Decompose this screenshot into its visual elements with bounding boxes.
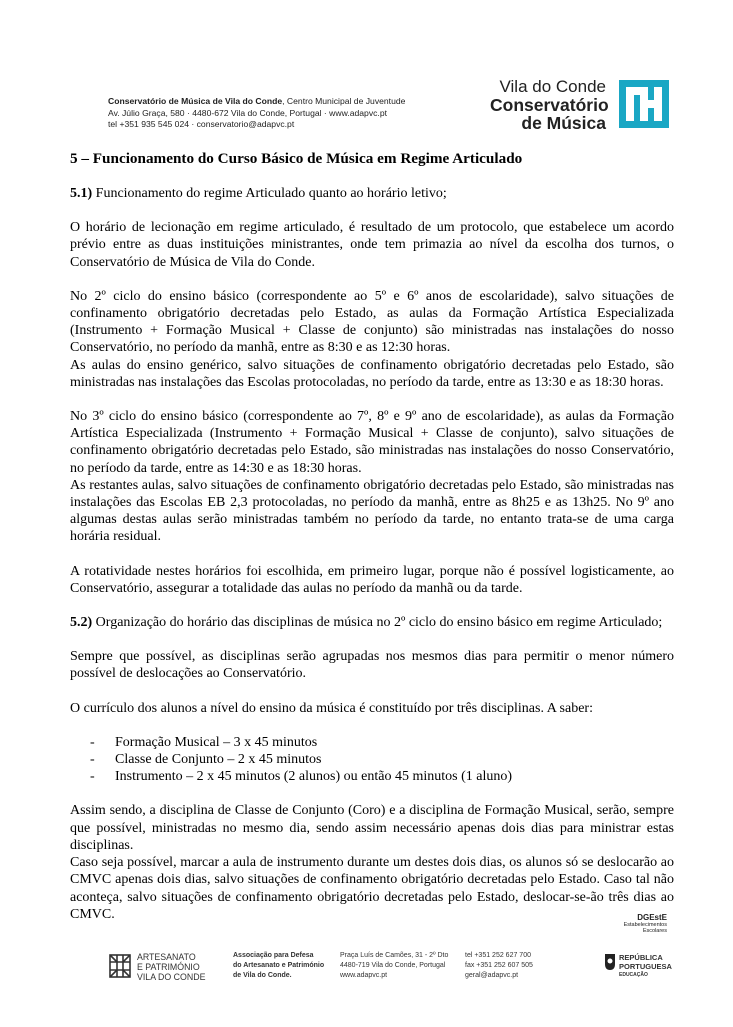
- subsection-5-2: [70, 614, 674, 631]
- subsection-number: 5.2): [70, 615, 93, 631]
- list-item: [70, 751, 674, 768]
- subsection-5-1: [70, 185, 674, 202]
- subsection-heading: Funcionamento do regime Articulado quanto ao horário letivo;: [92, 186, 447, 201]
- footer-address: [340, 951, 448, 981]
- republica-line-2: PORTUGUESA: [619, 962, 672, 971]
- footer-fax: fax +351 252 607 505: [465, 962, 533, 969]
- letterhead-contact: [108, 96, 405, 131]
- republica-emblem-icon: [604, 953, 616, 971]
- document-body: [70, 150, 674, 923]
- paragraph: O horário de lecionação em regime articulado, é resultado de um protocolo, que estabelece um acordo prévio entre as duas instituições ministrantes, onde tem primazia ao nível da escolha dos turnos, o Conservatório de Música de Vila do Conde.: [70, 220, 674, 270]
- republica-line-1: REPÚBLICA: [619, 953, 663, 962]
- brand-line-1: Vila do Conde: [499, 77, 606, 96]
- paragraph: Caso seja possível, marcar a aula de instrumento durante um destes dois dias, os alunos só se deslocarão ao CMVC apenas dois dias, salvo situações de confinamento obrigatório decretadas pelo Estado. Caso tal não aconteça, salvo situações de confinamento obrigatório decretadas pelo Estado, deslocar-se-ão três dias ao CMVC.: [70, 855, 674, 922]
- conservatory-logo-icon: [619, 80, 669, 128]
- list-item-text: Instrumento – 2 x 45 minutos (2 alunos) ou então 45 minutos (1 aluno): [115, 769, 513, 785]
- republica-portuguesa: [619, 953, 672, 980]
- paragraph: As aulas do ensino genérico, salvo situações de confinamento obrigatório decretadas pelo Estado, são ministradas nas instalações das Escolas protocoladas, no período da tarde, entre as 13:30 e as 18:30 horas.: [70, 357, 674, 390]
- list-item: [70, 768, 674, 785]
- paragraph: No 3º ciclo do ensino básico (correspondente ao 7º, 8º e 9º ano de escolaridade), as aulas da Formação Artística Especializada (Instrumento + Formação Musical + Classe de conjunto), salvo situações de confinamento obrigatório decretadas pelo Estado, são ministradas nas instalações do nosso Conservatório, no período da tarde, entre as 14:30 e as 18:30 horas.: [70, 409, 674, 476]
- paragraph: A rotatividade nestes horários foi escolhida, em primeiro lugar, porque não é possível logisticamente, ao Conservatório, assegurar a totalidade das aulas no período da manhã ou da tarde.: [70, 563, 674, 596]
- association-line-2: do Artesanato e Património: [233, 962, 325, 969]
- subsection-number: 5.1): [70, 186, 93, 201]
- paragraph: Sempre que possível, as disciplinas serão agrupadas nos mesmos dias para permitir o menor número possível de deslocações ao Conservatório.: [70, 649, 674, 682]
- artesanato-logo-icon: [108, 953, 132, 979]
- institution-location: , Centro Municipal de Juventude: [282, 96, 406, 106]
- paragraph: No 2º ciclo do ensino básico (correspondente ao 5º e 6º anos de escolaridade), salvo situações de confinamento obrigatório decretadas pelo Estado, as aulas da Formação Artística Especializada (Instrumento + Formação Musical + Classe de conjunto) são ministradas nas instalações do nosso Conservatório, no período da manhã, entre as 8:30 e as 12:30 horas.: [70, 288, 674, 356]
- association-line-1: Associação para Defesa: [233, 952, 314, 959]
- list-item-text: Formação Musical – 3 x 45 minutos: [115, 734, 318, 750]
- footer-email: geral@adapvc.pt: [465, 972, 519, 979]
- artesanato-name: [137, 952, 205, 982]
- page-footer: [0, 945, 733, 995]
- address-line-2: 4480-719 Vila do Conde, Portugal: [340, 962, 446, 969]
- stamp-name: DGEstE: [637, 913, 667, 922]
- dgeste-stamp: [612, 915, 667, 934]
- stamp-subtitle: Estabelecimentos Escolares: [623, 922, 667, 934]
- paragraph: Assim sendo, a disciplina de Classe de Conjunto (Coro) e a disciplina de Formação Musical, serão, sempre que possível, ministradas no mesmo dia, sendo assim necessário apenas dois dias para ministrar estas disciplinas.: [70, 803, 674, 853]
- list-item-text: Classe de Conjunto – 2 x 45 minutos: [115, 752, 322, 768]
- footer-website: www.adapvc.pt: [340, 972, 388, 979]
- curriculum-list: [70, 734, 674, 786]
- list-dash: -: [90, 769, 95, 785]
- institution-name: Conservatório de Música de Vila do Conde: [108, 96, 283, 106]
- artesanato-line-1: ARTESANATO: [137, 952, 196, 962]
- list-item: [70, 734, 674, 751]
- list-dash: -: [90, 752, 95, 768]
- address-line-1: Praça Luís de Camões, 31 - 2º Dto: [340, 952, 449, 959]
- artesanato-line-2: E PATRIMÓNIO: [137, 962, 200, 972]
- list-dash: -: [90, 734, 95, 750]
- brand-wordmark: [490, 77, 609, 133]
- institution-contact: tel +351 935 545 024 · conservatorio@adapvc.pt: [108, 119, 295, 129]
- association-line-3: de Vila do Conde.: [233, 972, 292, 979]
- brand-line-3: de Música: [521, 113, 606, 133]
- republica-education: EDUCAÇÃO: [619, 972, 648, 978]
- association-name: [233, 951, 324, 981]
- brand-line-2: Conservatório: [490, 95, 609, 115]
- artesanato-line-3: VILA DO CONDE: [137, 972, 206, 982]
- footer-contacts: [465, 951, 533, 981]
- subsection-heading: Organização do horário das disciplinas de música no 2º ciclo do ensino básico em regime Articulado;: [92, 615, 663, 631]
- paragraph: O currículo dos alunos a nível do ensino da música é constituído por três disciplinas. A saber:: [70, 700, 593, 716]
- institution-line: [108, 96, 405, 108]
- section-title: 5 – Funcionamento do Curso Básico de Música em Regime Articulado: [70, 150, 523, 167]
- institution-address: Av. Júlio Graça, 580 · 4480-672 Vila do Conde, Portugal · www.adapvc.pt: [108, 107, 387, 118]
- paragraph: As restantes aulas, salvo situações de confinamento obrigatório decretadas pelo Estado, são ministradas nas instalações das Escolas EB 2,3 protocoladas, no período da manhã, entre as 8h25 e as 13h25. No 9º ano algumas destas aulas serão ministradas também no período da tarde, no entanto trata-se de uma carga horária residual.: [70, 477, 674, 545]
- footer-phone: tel +351 252 627 700: [465, 952, 531, 959]
